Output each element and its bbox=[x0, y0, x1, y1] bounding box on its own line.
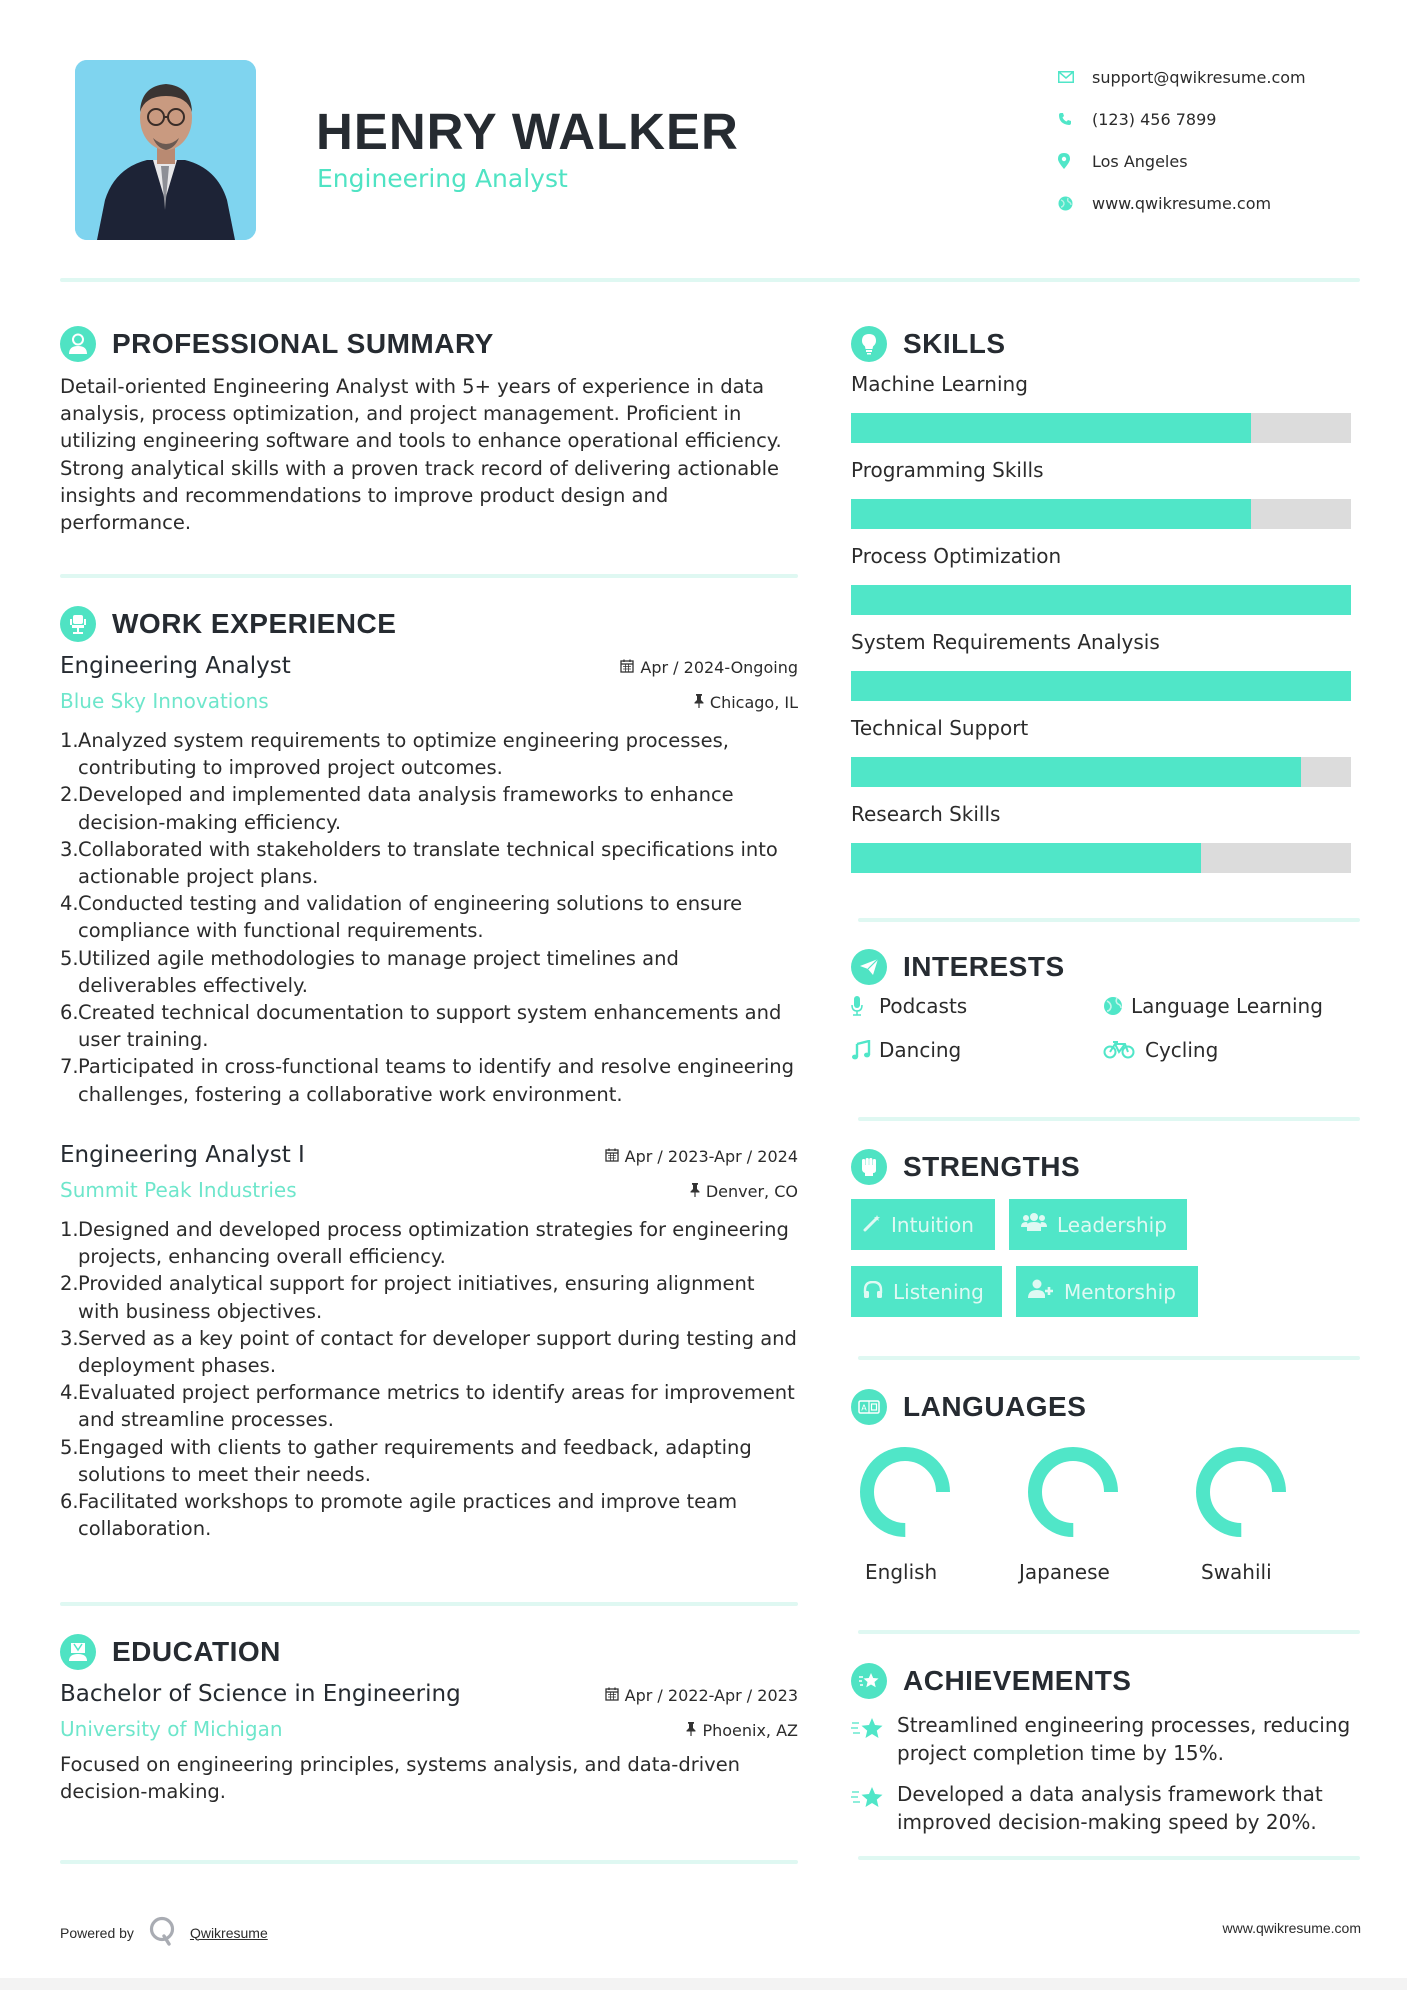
interests-list bbox=[851, 994, 1361, 1062]
strength-chip: Listening bbox=[851, 1266, 1002, 1317]
company-name: Summit Peak Industries bbox=[60, 1178, 297, 1202]
paper-plane-icon bbox=[851, 949, 887, 985]
pushpin-icon bbox=[686, 1721, 696, 1740]
globe-icon bbox=[1103, 996, 1131, 1016]
achievement-item: Developed a data analysis framework that improved decision-making speed by 20%. bbox=[851, 1781, 1361, 1836]
job-bullets bbox=[60, 727, 798, 1108]
microphone-icon bbox=[851, 996, 879, 1016]
achievements-list bbox=[851, 1712, 1361, 1836]
globe-icon bbox=[1058, 196, 1092, 211]
magic-wand-icon bbox=[863, 1213, 881, 1237]
strengths-section bbox=[851, 1148, 1361, 1317]
strength-chip: Intuition bbox=[851, 1199, 995, 1250]
star-icon bbox=[851, 1712, 897, 1767]
education-entry bbox=[60, 1681, 798, 1805]
chair-icon bbox=[60, 606, 96, 642]
bullet-item: 3. Served as a key point of contact for developer support during testing and deployment phases. bbox=[60, 1326, 797, 1378]
skill-item: System Requirements Analysis bbox=[851, 627, 1351, 701]
achievements-heading: ACHIEVEMENTS bbox=[851, 1662, 1361, 1700]
education-location: Phoenix, AZ bbox=[686, 1721, 798, 1740]
skills-heading: SKILLS bbox=[851, 325, 1351, 363]
skills-section bbox=[851, 325, 1351, 885]
candidate-title: Engineering Analyst bbox=[317, 164, 568, 193]
envelope-icon bbox=[1058, 71, 1092, 83]
strength-chip: Mentorship bbox=[1016, 1266, 1198, 1317]
summary-text: Detail-oriented Engineering Analyst with 5+ years of experience in data analysis, process optimization, and project management. Proficient in utilizing engineering software and tools to enhance operational efficiency. Strong analytical skills with a proven track record of delivering actionable insights and recommendations to improve product design and performance. bbox=[60, 375, 782, 535]
page-bottom-edge bbox=[0, 1978, 1407, 1990]
bullet-item: 3. Collaborated with stakeholders to translate technical specifications into actionable project plans. bbox=[60, 837, 778, 889]
skill-item: Process Optimization bbox=[851, 541, 1351, 615]
interests-divider bbox=[858, 1117, 1360, 1121]
summary-section bbox=[60, 325, 800, 536]
interest-item: Language Learning bbox=[1103, 994, 1351, 1018]
job-title: Engineering Analyst I bbox=[60, 1142, 305, 1168]
star-badge-icon bbox=[851, 1663, 887, 1699]
bullet-item: 4. Evaluated project performance metrics to identify areas for improvement and streamline processes. bbox=[60, 1381, 795, 1432]
language-ring bbox=[1195, 1446, 1287, 1538]
skill-item: Machine Learning bbox=[851, 369, 1351, 443]
achievements-section bbox=[851, 1662, 1361, 1850]
education-dates: Apr / 2022-Apr / 2023 bbox=[605, 1686, 798, 1705]
education-divider bbox=[60, 1860, 798, 1864]
contact-location-text: Los Angeles bbox=[1092, 151, 1188, 171]
contact-email[interactable] bbox=[1058, 56, 1358, 98]
footer-powered-by: Powered by Qwikresume bbox=[60, 1916, 268, 1949]
contact-phone-text: (123) 456 7899 bbox=[1092, 109, 1217, 129]
strengths-heading: STRENGTHS bbox=[851, 1148, 1361, 1186]
calendar-icon bbox=[605, 1147, 619, 1166]
interest-item: Cycling bbox=[1103, 1038, 1351, 1062]
job-bullets bbox=[60, 1216, 798, 1542]
bullet-item: 2. Provided analytical support for project initiatives, ensuring alignment with business objectives. bbox=[60, 1272, 755, 1323]
contact-website[interactable] bbox=[1058, 182, 1358, 224]
pushpin-icon bbox=[694, 693, 704, 712]
pushpin-icon bbox=[690, 1182, 700, 1201]
job-entry bbox=[60, 1142, 798, 1542]
map-pin-icon bbox=[1058, 153, 1092, 169]
achievements-divider bbox=[858, 1856, 1360, 1860]
skill-item: Technical Support bbox=[851, 713, 1351, 787]
interest-item: Dancing bbox=[851, 1038, 1103, 1062]
music-note-icon bbox=[851, 1040, 879, 1060]
bullet-item: 6. Facilitated workshops to promote agile practices and improve team collaboration. bbox=[60, 1490, 738, 1541]
job-location: Chicago, IL bbox=[694, 693, 798, 712]
contact-phone[interactable] bbox=[1058, 98, 1358, 140]
header-divider bbox=[60, 278, 1360, 282]
job-title: Engineering Analyst bbox=[60, 653, 291, 679]
skill-item: Programming Skills bbox=[851, 455, 1351, 529]
strengths-divider bbox=[858, 1356, 1360, 1360]
bullet-item: 2. Developed and implemented data analysis frameworks to enhance decision-making efficiency. bbox=[60, 783, 734, 834]
calendar-icon bbox=[605, 1686, 619, 1705]
interests-heading: INTERESTS bbox=[851, 948, 1361, 986]
qwikresume-logo-icon bbox=[148, 1916, 176, 1949]
experience-divider bbox=[60, 1602, 798, 1606]
graduate-icon bbox=[60, 1634, 96, 1670]
company-name: Blue Sky Innovations bbox=[60, 689, 269, 713]
education-section bbox=[60, 1633, 798, 1805]
contact-list bbox=[1058, 56, 1358, 224]
language-icon bbox=[851, 1389, 887, 1425]
school-name: University of Michigan bbox=[60, 1717, 283, 1741]
experience-section bbox=[60, 605, 798, 1108]
language-item: Japanese bbox=[1019, 1446, 1187, 1584]
interests-section bbox=[851, 948, 1361, 1062]
experience-heading: WORK EXPERIENCE bbox=[60, 605, 798, 643]
skill-bar bbox=[851, 757, 1351, 787]
language-item: English bbox=[851, 1446, 1019, 1584]
headphones-icon bbox=[863, 1280, 883, 1304]
user-icon bbox=[60, 326, 96, 362]
languages-list bbox=[851, 1446, 1361, 1584]
job-entry bbox=[60, 653, 798, 1108]
svg-text:A: A bbox=[861, 1403, 867, 1413]
languages-heading: A LANGUAGES bbox=[851, 1388, 1361, 1426]
language-item: Swahili bbox=[1187, 1446, 1355, 1584]
bullet-item: 6. Created technical documentation to support system enhancements and user training. bbox=[60, 1001, 782, 1052]
languages-section bbox=[851, 1388, 1361, 1584]
strength-chip: Leadership bbox=[1009, 1199, 1187, 1250]
fist-icon bbox=[851, 1149, 887, 1185]
skill-bar bbox=[851, 671, 1351, 701]
skill-bar bbox=[851, 585, 1351, 615]
contact-location bbox=[1058, 140, 1358, 182]
strengths-list bbox=[851, 1199, 1351, 1317]
achievement-item: Streamlined engineering processes, reducing project completion time by 15%. bbox=[851, 1712, 1361, 1767]
bullet-item: 4. Conducted testing and validation of engineering solutions to ensure compliance with functional requirements. bbox=[60, 892, 743, 943]
job-dates: Apr / 2024-Ongoing bbox=[620, 658, 798, 677]
profile-photo bbox=[75, 60, 256, 240]
bullet-item: 1. Designed and developed process optimization strategies for engineering projects, enhancing overall efficiency. bbox=[60, 1218, 789, 1269]
language-ring bbox=[859, 1446, 951, 1538]
contact-website-text: www.qwikresume.com bbox=[1092, 193, 1272, 213]
bullet-item: 7. Participated in cross-functional teams to identify and resolve engineering challenges, fostering a collaborative work environment. bbox=[60, 1055, 794, 1106]
skills-divider bbox=[858, 918, 1360, 922]
calendar-icon bbox=[620, 658, 634, 677]
skill-bar bbox=[851, 843, 1351, 873]
phone-icon bbox=[1058, 112, 1092, 126]
bullet-item: 1. Analyzed system requirements to optimize engineering processes, contributing to improved project outcomes. bbox=[60, 729, 729, 780]
skills-list bbox=[851, 369, 1351, 873]
user-plus-icon bbox=[1028, 1279, 1054, 1304]
bullet-item: 5. Engaged with clients to gather requirements and feedback, adapting solutions to meet their needs. bbox=[60, 1435, 752, 1486]
job-dates: Apr / 2023-Apr / 2024 bbox=[605, 1147, 798, 1166]
job-location: Denver, CO bbox=[690, 1182, 798, 1201]
languages-divider bbox=[858, 1630, 1360, 1634]
education-heading: EDUCATION bbox=[60, 1633, 798, 1671]
lightbulb-icon bbox=[851, 326, 887, 362]
bullet-item: 5. Utilized agile methodologies to manage project timelines and deliverables effectively. bbox=[60, 946, 679, 997]
skill-bar bbox=[851, 413, 1351, 443]
candidate-name: HENRY WALKER bbox=[316, 103, 739, 160]
footer-url[interactable]: www.qwikresume.com bbox=[1222, 1920, 1361, 1936]
skill-item: Research Skills bbox=[851, 799, 1351, 873]
bicycle-icon bbox=[1103, 1041, 1145, 1059]
degree-title: Bachelor of Science in Engineering bbox=[60, 1681, 461, 1707]
users-icon bbox=[1021, 1212, 1047, 1237]
interest-item: Podcasts bbox=[851, 994, 1103, 1018]
contact-email-text: support@qwikresume.com bbox=[1092, 67, 1306, 87]
language-ring bbox=[1027, 1446, 1119, 1538]
qwikresume-link[interactable]: Qwikresume bbox=[189, 1924, 268, 1941]
skill-bar bbox=[851, 499, 1351, 529]
education-description: Focused on engineering principles, systems analysis, and data-driven decision-making. bbox=[60, 1753, 741, 1804]
star-icon bbox=[851, 1781, 897, 1836]
summary-heading: PROFESSIONAL SUMMARY bbox=[60, 325, 800, 363]
summary-divider bbox=[60, 574, 798, 578]
